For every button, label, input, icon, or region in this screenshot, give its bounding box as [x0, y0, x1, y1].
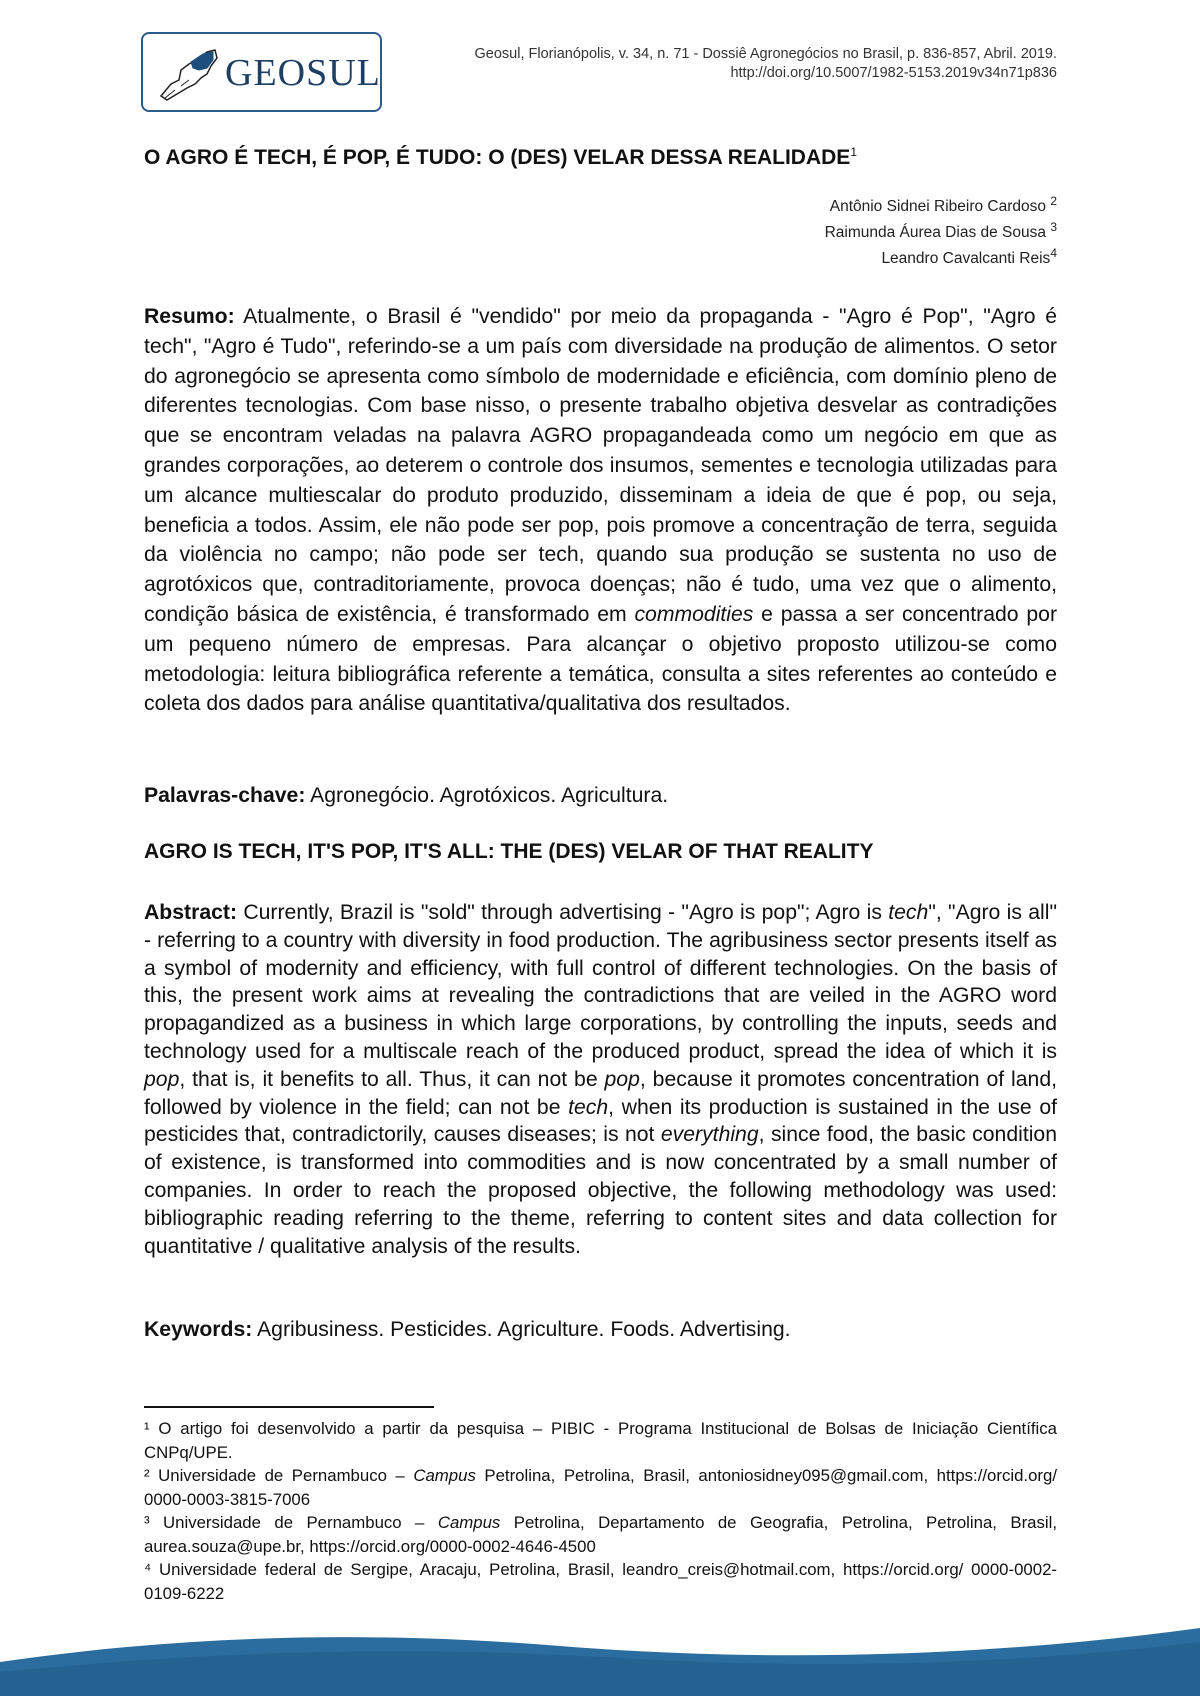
- footer-wave: [0, 1616, 1200, 1696]
- geosul-logo: [141, 32, 382, 112]
- footnotes: [144, 1417, 1057, 1605]
- author-3: [825, 243, 1057, 269]
- resumo-paragraph: [144, 302, 1057, 719]
- footnote-4: ⁴ Universidade federal de Sergipe, Aracaju, Petrolina, Brasil, leandro_creis@hotmail.com, https://orcid.org/ 0000-0002-0109-6222: [144, 1560, 1057, 1603]
- abstract-label: Abstract:: [144, 901, 238, 924]
- footnote-3: [144, 1511, 1057, 1558]
- abstract-text: ", "Agro is all" - referring to a country with diversity in food production. The agribusiness sector presents itself as a symbol of modernity and efficiency, with full control of different technologies. On the basis of this, the present work aims at revealing the contradictions that are veiled in the AGRO word propagandized as a business in which large corporations, by controlling the inputs, seeds and technology used for a multiscale reach of the produced product, spread the idea of which it is: [144, 901, 1057, 1063]
- author-name: Antônio Sidnei Ribeiro Cardoso: [829, 198, 1051, 216]
- footnote-text: Petrolina, Petrolina, Brasil, antoniosidney095@gmail.com, https://orcid.org/ 0000-0003-3815-7006: [144, 1466, 1057, 1509]
- keywords-en: [144, 1316, 1057, 1344]
- author-1: [825, 191, 1057, 217]
- author-footnote-mark: 2: [1050, 194, 1057, 208]
- footnote-text: ² Universidade de Pernambuco –: [144, 1466, 414, 1485]
- citation-text: Geosul, Florianópolis, v. 34, n. 71 - Dossiê Agronegócios no Brasil, p. 836-857, Abril. 2019.: [474, 46, 1057, 62]
- author-footnote-mark: 4: [1050, 246, 1057, 261]
- abstract-italic: pop: [144, 1067, 180, 1091]
- abstract-italic: tech: [568, 1095, 609, 1119]
- abstract-text: , since food, the basic condition of existence, is transformed into commodities and is now concentrated by a small number of companies. In order to reach the proposed objective, the following methodology was used: bibliographic reading referring to the theme, referring to content sites and data collection for quantitative / qualitative analysis of the results.: [144, 1123, 1057, 1258]
- abstract-text: Currently, Brazil is "sold" through advertising - "Agro is pop"; Agro is: [237, 901, 889, 924]
- resumo-italic: commodities: [634, 602, 754, 626]
- abstract-italic: everything: [660, 1123, 759, 1147]
- author-2: [825, 217, 1057, 243]
- abstract-italic: pop: [604, 1067, 640, 1091]
- author-name: Raimunda Áurea Dias de Sousa: [824, 224, 1051, 242]
- keywords-en-text: Agribusiness. Pesticides. Agriculture. Foods. Advertising.: [252, 1318, 791, 1341]
- footnote-text: Petrolina, Departamento de Geografia, Petrolina, Petrolina, Brasil, aurea.souza@upe.br, https://orcid.org/0000-0002-4646-4500: [144, 1513, 1057, 1556]
- keywords-pt-text: Agronegócio. Agrotóxicos. Agricultura.: [305, 784, 669, 807]
- map-icon: [151, 40, 225, 108]
- abstract-paragraph: [144, 899, 1057, 1260]
- author-name: Leandro Cavalcanti Reis: [881, 250, 1051, 268]
- keywords-en-label: Keywords:: [144, 1318, 253, 1341]
- resumo-label: Resumo:: [144, 305, 235, 328]
- footnote-divider: [144, 1406, 434, 1408]
- author-footnote-mark: 3: [1050, 220, 1057, 235]
- english-title: AGRO IS TECH, IT'S POP, IT'S ALL: THE (DES) VELAR OF THAT REALITY: [144, 840, 874, 863]
- footnote-italic: Campus: [437, 1513, 501, 1532]
- keywords-pt-label: Palavras-chave:: [144, 784, 306, 807]
- title-footnote-mark: 1: [850, 145, 857, 159]
- doi-link[interactable]: http://doi.org/10.5007/1982-5153.2019v34n71p836: [730, 65, 1057, 81]
- footnote-italic: Campus: [413, 1466, 476, 1485]
- title-text: O AGRO É TECH, É POP, É TUDO: O (DES) VELAR DESSA REALIDADE: [144, 146, 851, 169]
- abstract-text: , when its production is sustained in the use of pesticides that, contradictorily, causes diseases; is not: [144, 1095, 1057, 1147]
- article-title: [144, 145, 1056, 170]
- keywords-pt: [144, 781, 1057, 811]
- footnote-2: [144, 1464, 1057, 1511]
- header-citation: [357, 45, 1057, 83]
- resumo-text: e passa a ser concentrado por um pequeno número de empresas. Para alcançar o objetivo proposto utilizou-se como metodologia: leitura bibliográfica referente a temática, consulta a sites referentes ao conteúdo e coleta dos dados para análise quantitativa/qualitativa dos resultados.: [144, 602, 1058, 716]
- resumo-text: Atualmente, o Brasil é "vendido" por meio da propaganda - "Agro é Pop", "Agro é tech", "Agro é Tudo", referindo-se a um país com diversidade na produção de alimentos. O setor do agronegócio se apresenta como símbolo de modernidade e eficiência, com domínio pleno de diferentes tecnologias. Com base nisso, o presente trabalho objetiva desvelar as contradições que se encontram veladas na palavra AGRO propagandeada como um negócio em que as grandes corporações, ao deterem o controle dos insumos, sementes e tecnologia utilizadas para um alcance multiescalar do produto produzido, disseminam a ideia de que é pop, ou seja, beneficia a todos. Assim, ele não pode ser pop, pois promove a concentração de terra, seguida da violência no campo; não pode ser tech, quando sua produção se sustenta no uso de agrotóxicos que, contraditoriamente, provoca doenças; não é tudo, uma vez que o alimento, condição básica de existência, é transformado em: [144, 305, 1057, 626]
- abstract-text: , because it promotes concentration of land, followed by violence in the field; can not be: [144, 1067, 1057, 1119]
- footnote-1: ¹ O artigo foi desenvolvido a partir da pesquisa – PIBIC - Programa Institucional de Bolsas de Iniciação Científica CNPq/UPE.: [144, 1419, 1057, 1462]
- author-list: [825, 191, 1057, 269]
- logo-text: GEOSUL: [225, 52, 381, 94]
- abstract-text: , that is, it benefits to all. Thus, it can not be: [179, 1067, 605, 1091]
- abstract-italic: tech: [888, 901, 929, 924]
- footnote-text: ³ Universidade de Pernambuco –: [144, 1513, 438, 1532]
